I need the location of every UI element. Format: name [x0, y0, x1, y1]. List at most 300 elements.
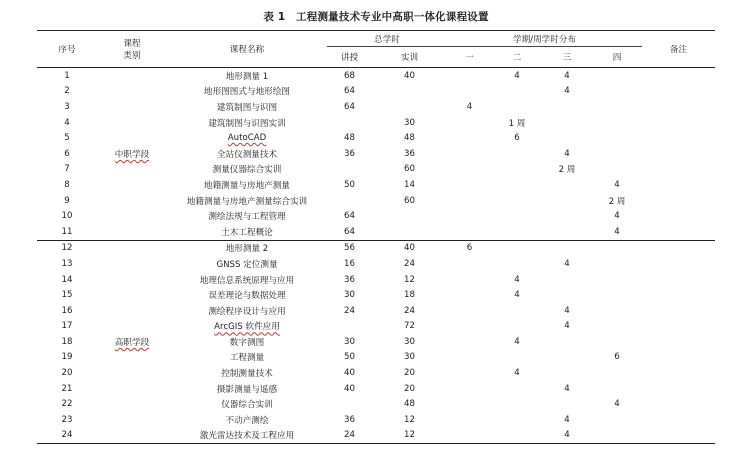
cell-lecture: 64	[344, 86, 355, 97]
cell-lecture: 64	[344, 211, 355, 222]
cell-remarks	[642, 99, 715, 115]
cell-s2: 4	[514, 274, 520, 285]
cell-s2	[492, 303, 542, 319]
cell-category	[97, 68, 167, 84]
cell-s3: 4	[564, 70, 570, 81]
cell-practice	[372, 224, 447, 240]
course-name-text: 地形测量 1	[225, 71, 269, 82]
header-remarks: 备注	[642, 31, 715, 68]
cell-course-name	[167, 130, 327, 146]
cell-course-name	[167, 68, 327, 84]
category-label: 中职学段	[114, 149, 150, 160]
cell-seq: 10	[61, 211, 73, 222]
cell-category	[97, 287, 167, 303]
cell-s2	[492, 381, 542, 397]
cell-practice: 72	[404, 321, 415, 332]
cell-practice	[372, 99, 447, 115]
cell-category	[97, 428, 167, 444]
course-name-text: 测绘法规与工程管理	[208, 212, 286, 223]
cell-s1	[447, 272, 492, 288]
table-row	[37, 272, 715, 288]
cell-category	[97, 365, 167, 381]
cell-practice: 12	[404, 274, 415, 285]
table-row	[37, 412, 715, 428]
cell-s2	[492, 84, 542, 100]
cell-s1	[447, 428, 492, 444]
cell-s3	[542, 287, 592, 303]
cell-category	[97, 396, 167, 412]
cell-remarks	[642, 224, 715, 240]
cell-course-name	[167, 334, 327, 350]
cell-s4	[592, 412, 642, 428]
cell-s2	[492, 396, 542, 412]
table-row	[37, 381, 715, 397]
cell-course-name	[167, 365, 327, 381]
cell-s1	[447, 115, 492, 131]
cell-category	[97, 84, 167, 100]
cell-s3: 4	[542, 428, 592, 444]
cell-course-name	[167, 428, 327, 444]
course-name-text: 全站仪测量技术	[216, 149, 278, 160]
header-semester-dist: 学期/周学时分布	[447, 31, 642, 47]
cell-s1	[447, 396, 492, 412]
cell-course-name	[167, 146, 327, 162]
course-name-text: ArcGIS 软件应用	[214, 322, 280, 333]
cell-s4: 6	[614, 352, 620, 363]
table-row	[37, 319, 715, 335]
header-sem4: 四	[592, 47, 642, 68]
cell-s3: 4	[564, 383, 570, 394]
cell-category	[97, 115, 167, 131]
cell-course-name	[167, 99, 327, 115]
cell-category	[97, 256, 167, 272]
cell-seq: 2	[64, 86, 70, 97]
cell-lecture: 30	[344, 290, 355, 301]
cell-s2	[492, 208, 542, 224]
cell-practice	[372, 208, 447, 224]
cell-course-name	[167, 177, 327, 193]
table-row	[37, 287, 715, 303]
course-name-text: 地籍测量与房地产测量综合实训	[186, 196, 308, 207]
table-row	[37, 177, 715, 193]
cell-course-name	[167, 350, 327, 366]
cell-s2: 6	[514, 133, 520, 144]
cell-lecture: 30	[344, 336, 355, 347]
cell-s4	[592, 303, 642, 319]
cell-practice: 20	[404, 383, 415, 394]
course-name-text: 激光雷达技术及工程应用	[199, 431, 295, 442]
cell-practice: 14	[404, 179, 415, 190]
cell-s4	[592, 365, 642, 381]
cell-course-name	[167, 287, 327, 303]
course-name-text: AutoCAD	[227, 133, 267, 144]
cell-remarks	[642, 412, 715, 428]
cell-seq: 15	[61, 290, 73, 301]
cell-s1	[447, 303, 492, 319]
cell-lecture	[327, 162, 372, 178]
cell-s3	[542, 334, 592, 350]
cell-category	[97, 99, 167, 115]
course-name-text: 地形测量 2	[225, 244, 269, 255]
cell-s2	[492, 240, 542, 256]
cell-s1: 6	[447, 240, 492, 256]
category-label: 高职学段	[114, 337, 150, 348]
course-name-text: 地形图图式与地形绘图	[204, 87, 290, 98]
cell-s2	[492, 319, 542, 335]
course-name-text: 建筑制图与识图实训	[208, 118, 286, 129]
cell-seq: 1	[64, 70, 70, 81]
cell-course-name	[167, 224, 327, 240]
cell-s2: 4	[514, 368, 520, 379]
cell-category	[97, 412, 167, 428]
cell-lecture: 64	[344, 101, 355, 112]
cell-course-name	[167, 84, 327, 100]
cell-s4	[592, 428, 642, 444]
cell-category	[97, 240, 167, 256]
cell-s1	[447, 350, 492, 366]
cell-course-name	[167, 272, 327, 288]
cell-category	[97, 193, 167, 209]
cell-s4: 4	[614, 179, 620, 190]
header-category-line1: 课程	[123, 39, 141, 49]
cell-remarks	[642, 350, 715, 366]
cell-remarks	[642, 287, 715, 303]
header-course-name: 课程名称	[167, 31, 327, 68]
cell-s4	[592, 240, 642, 256]
course-name-text: 地籍测量与房地产测量	[204, 180, 290, 191]
cell-s4	[592, 256, 642, 272]
cell-lecture: 64	[344, 226, 355, 237]
cell-category	[97, 162, 167, 178]
table-row	[37, 130, 715, 146]
cell-lecture: 50	[344, 179, 355, 190]
cell-lecture	[327, 319, 372, 335]
cell-category	[97, 319, 167, 335]
cell-practice: 48	[404, 399, 415, 410]
cell-category	[97, 381, 167, 397]
table-row	[37, 208, 715, 224]
cell-lecture: 40	[344, 383, 355, 394]
table-row	[37, 84, 715, 100]
cell-seq: 20	[61, 368, 73, 379]
cell-lecture	[327, 193, 372, 209]
cell-lecture: 16	[344, 258, 355, 269]
cell-s4	[592, 99, 642, 115]
cell-course-name	[167, 303, 327, 319]
course-name-text: 测量仪器综合实训	[212, 165, 282, 176]
cell-remarks	[642, 162, 715, 178]
cell-category	[97, 224, 167, 240]
cell-remarks	[642, 365, 715, 381]
cell-lecture: 48	[344, 133, 355, 144]
cell-s1	[447, 224, 492, 240]
table-caption: 表 1 工程测量技术专业中高职一体化课程设置	[263, 11, 489, 23]
cell-s4: 4	[614, 226, 620, 237]
table-row	[37, 68, 715, 84]
cell-s3: 4	[564, 86, 570, 97]
cell-s3	[542, 99, 592, 115]
cell-course-name	[167, 162, 327, 178]
cell-lecture: 36	[344, 274, 355, 285]
cell-category	[97, 208, 167, 224]
cell-s2: 4	[514, 290, 520, 301]
cell-s1	[447, 177, 492, 193]
cell-s4	[592, 146, 642, 162]
cell-seq: 11	[61, 226, 73, 237]
cell-seq: 8	[64, 179, 70, 190]
cell-seq: 23	[61, 414, 73, 425]
cell-s4	[592, 272, 642, 288]
course-name-text: 建筑制图与识图	[216, 102, 278, 113]
cell-practice: 24	[404, 258, 415, 269]
cell-practice: 20	[404, 368, 415, 379]
cell-s4: 2 周	[608, 196, 626, 207]
cell-s1	[447, 130, 492, 146]
course-name-text: 测绘程序设计与应用	[208, 306, 286, 317]
cell-s1	[447, 162, 492, 178]
table-row	[37, 240, 715, 256]
cell-s3	[542, 224, 592, 240]
table-row	[37, 428, 715, 444]
cell-remarks	[642, 193, 715, 209]
cell-s1	[447, 365, 492, 381]
cell-seq: 3	[64, 101, 70, 112]
cell-lecture: 40	[344, 368, 355, 379]
cell-seq: 19	[61, 352, 73, 363]
cell-s2	[492, 146, 542, 162]
cell-s2	[492, 350, 542, 366]
cell-course-name	[167, 412, 327, 428]
cell-remarks	[642, 381, 715, 397]
cell-practice: 40	[372, 240, 447, 256]
course-name-text: 地理信息系统原理与应用	[199, 275, 295, 286]
cell-s2	[492, 162, 542, 178]
cell-remarks	[642, 130, 715, 146]
course-name-text: 数字测图	[229, 337, 265, 348]
cell-s1	[447, 381, 492, 397]
header-lecture: 讲授	[327, 47, 372, 68]
cell-s1	[447, 287, 492, 303]
cell-s4	[592, 84, 642, 100]
course-name-text: GNSS 定位测量	[216, 259, 278, 270]
header-sem3: 三	[542, 47, 592, 68]
table-body	[37, 68, 715, 444]
cell-category	[97, 303, 167, 319]
cell-lecture: 68	[344, 70, 355, 81]
cell-course-name	[167, 193, 327, 209]
cell-remarks	[642, 319, 715, 335]
cell-category	[97, 146, 167, 162]
cell-s4: 4	[614, 211, 620, 222]
cell-lecture: 50	[344, 352, 355, 363]
cell-s4	[592, 130, 642, 146]
cell-course-name	[167, 208, 327, 224]
cell-s1	[447, 193, 492, 209]
cell-s3	[542, 365, 592, 381]
cell-course-name	[167, 381, 327, 397]
cell-s3	[542, 350, 592, 366]
cell-s1	[447, 319, 492, 335]
cell-practice: 48	[404, 133, 415, 144]
cell-remarks	[642, 177, 715, 193]
course-table	[37, 30, 715, 444]
cell-lecture: 36	[344, 414, 355, 425]
cell-lecture	[327, 115, 372, 131]
cell-s3	[542, 208, 592, 224]
cell-seq: 4	[64, 117, 70, 128]
cell-s4	[592, 381, 642, 397]
cell-s1	[447, 208, 492, 224]
cell-category	[97, 272, 167, 288]
table-row	[37, 350, 715, 366]
cell-s1	[447, 412, 492, 428]
course-name-text: 不动产测绘	[225, 415, 269, 426]
cell-s4	[592, 287, 642, 303]
table-row	[37, 162, 715, 178]
cell-seq: 24	[37, 428, 97, 444]
cell-seq: 17	[61, 321, 73, 332]
cell-remarks	[642, 84, 715, 100]
cell-s2	[492, 256, 542, 272]
cell-seq: 21	[61, 383, 73, 394]
cell-seq: 14	[61, 274, 73, 285]
cell-course-name	[167, 115, 327, 131]
cell-course-name	[167, 396, 327, 412]
cell-s1: 4	[466, 101, 473, 112]
cell-remarks	[642, 396, 715, 412]
cell-practice: 30	[404, 336, 415, 347]
table-row	[37, 115, 715, 131]
cell-s4	[592, 68, 642, 84]
cell-seq: 9	[64, 195, 70, 206]
cell-seq: 22	[61, 399, 73, 410]
cell-remarks	[642, 115, 715, 131]
cell-seq: 13	[61, 258, 73, 269]
table-row	[37, 224, 715, 240]
course-name-text: 工程测量	[229, 353, 265, 364]
cell-s2	[492, 412, 542, 428]
cell-practice: 36	[404, 148, 415, 159]
cell-practice: 40	[404, 70, 415, 81]
cell-practice: 12	[404, 414, 415, 425]
cell-remarks	[642, 334, 715, 350]
header-practice: 实训	[372, 47, 447, 68]
cell-s2	[492, 428, 542, 444]
cell-course-name	[167, 319, 327, 335]
cell-s4: 4	[614, 399, 620, 410]
cell-practice: 24	[404, 305, 415, 316]
cell-seq: 18	[61, 336, 73, 347]
cell-lecture: 36	[344, 148, 355, 159]
cell-practice	[372, 84, 447, 100]
cell-s2	[492, 193, 542, 209]
cell-practice: 30	[404, 352, 415, 363]
table-row	[37, 193, 715, 209]
cell-seq: 7	[64, 164, 70, 175]
table-row	[37, 334, 715, 350]
cell-lecture: 56	[327, 240, 372, 256]
cell-practice: 60	[404, 195, 415, 206]
cell-s4	[592, 319, 642, 335]
cell-s3: 4	[564, 148, 570, 159]
cell-practice: 30	[404, 117, 415, 128]
header-sem2: 二	[492, 47, 542, 68]
cell-remarks	[642, 303, 715, 319]
cell-s3	[542, 115, 592, 131]
header-sem1: 一	[447, 47, 492, 68]
cell-s3	[542, 177, 592, 193]
cell-s4	[592, 162, 642, 178]
cell-s2	[492, 99, 542, 115]
cell-category	[97, 130, 167, 146]
cell-s3: 2 周	[558, 165, 576, 176]
cell-lecture: 24	[344, 305, 355, 316]
cell-practice: 60	[404, 164, 415, 175]
cell-s3	[542, 193, 592, 209]
cell-s3: 4	[564, 258, 570, 269]
course-name-text: 误差理论与数据处理	[208, 291, 286, 302]
cell-remarks	[642, 208, 715, 224]
cell-s1	[447, 68, 492, 84]
course-name-text: 控制测量技术	[221, 369, 273, 380]
cell-s3: 4	[564, 321, 570, 332]
cell-s2: 1 周	[508, 118, 526, 129]
cell-remarks	[642, 272, 715, 288]
cell-lecture	[327, 396, 372, 412]
cell-s1	[447, 256, 492, 272]
cell-category	[97, 177, 167, 193]
course-name-text: 仪器综合实训	[221, 400, 273, 411]
header-category-line2: 类别	[123, 51, 141, 61]
cell-s3	[542, 396, 592, 412]
cell-lecture: 24	[327, 428, 372, 444]
cell-s3	[542, 130, 592, 146]
cell-s1	[447, 334, 492, 350]
table-row	[37, 146, 715, 162]
cell-s1	[447, 84, 492, 100]
cell-seq: 16	[61, 305, 73, 316]
table-row	[37, 256, 715, 272]
course-name-text: 土木工程概论	[221, 227, 273, 238]
cell-category	[97, 334, 167, 350]
cell-s3	[542, 272, 592, 288]
cell-remarks	[642, 68, 715, 84]
table-row	[37, 365, 715, 381]
cell-s3: 4	[564, 305, 570, 316]
cell-s1	[447, 146, 492, 162]
cell-s3	[542, 240, 592, 256]
header-category	[97, 31, 167, 68]
cell-s3: 4	[564, 414, 570, 425]
cell-s2	[492, 224, 542, 240]
cell-s2: 4	[514, 336, 520, 347]
cell-practice: 18	[404, 290, 415, 301]
header-seq: 序号	[37, 31, 97, 68]
table-row	[37, 99, 715, 115]
cell-remarks	[642, 428, 715, 444]
table-row	[37, 396, 715, 412]
cell-remarks	[642, 146, 715, 162]
cell-s2: 4	[514, 70, 520, 81]
cell-remarks	[642, 240, 715, 256]
cell-remarks	[642, 256, 715, 272]
cell-s4	[592, 334, 642, 350]
course-name-text: 摄影测量与遥感	[216, 384, 278, 395]
cell-s2	[492, 177, 542, 193]
cell-category	[97, 350, 167, 366]
cell-course-name	[167, 240, 327, 256]
cell-practice: 12	[372, 428, 447, 444]
